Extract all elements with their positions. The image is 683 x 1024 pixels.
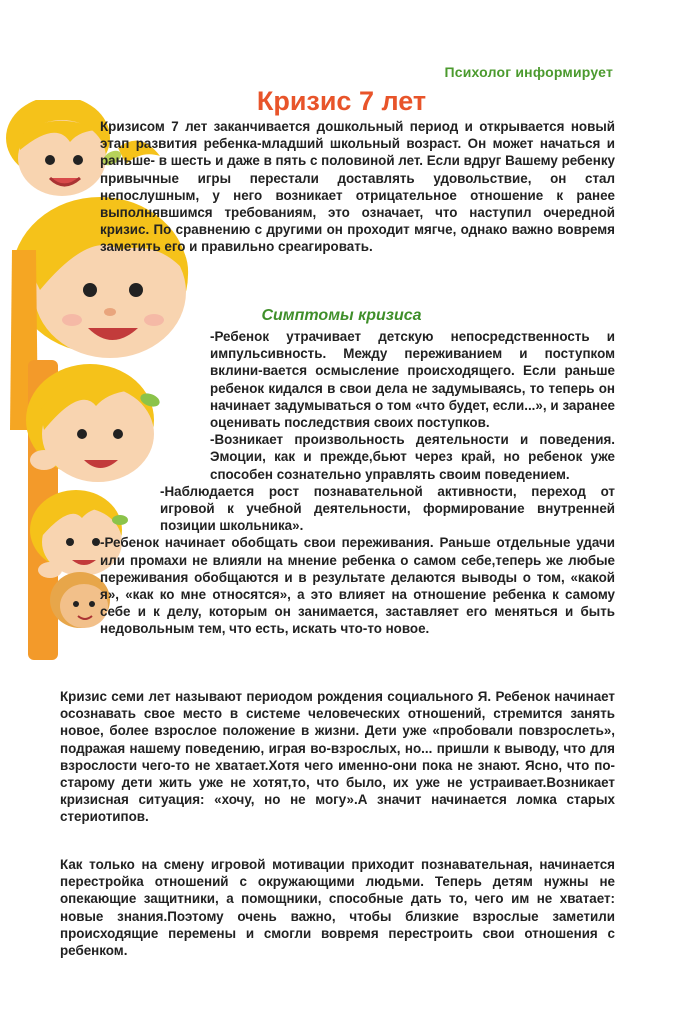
header-note: Психолог информирует <box>444 64 613 80</box>
symptom-item: -Ребенок начинает обобщать свои переживания. Раньше отдельные удачи или промахи не влияли на мнение ребенка о самом себе,теперь же любые переживания обобщаются и в результате делаются выводы о том, «какой я», «как ко мне относятся», а это влияет на отношение ребенка к самому себе и к делу, которым он занимается, заставляет его меняться и быть недовольным тем, что есть, искать что-то новое. <box>100 535 615 637</box>
social-self-paragraph <box>60 688 615 826</box>
intro-paragraph <box>60 118 615 256</box>
symptom-item: -Наблюдается рост познавательной активности, переход от игровой к учебной деятельности, формирование внутренней позиции школьника». <box>160 483 615 534</box>
intro-text: Кризисом 7 лет заканчивается дошкольный период и открывается новый этап развития ребенка-младший школьный возраст. Он может начаться и раньше- в шесть и даже в пять с половиной лет. Если вдруг Вашему ребенку привычные игры перестали доставлять удовольствие, он стал непослушным, у него возникает отрицательное отношение к ранее выполнявшимся требованиям, это означает, что наступил очередной кризис. По сравнению с другими он проходит мягче, однако важно вовремя заметить его и правильно среагировать. <box>100 119 615 255</box>
symptom-item: -Возникает произвольность деятельности и поведения. Эмоции, как и прежде,бьют через край, но ребенок уже способен сознательно управлять своим поведением. <box>210 432 615 482</box>
symptoms-heading: Симптомы кризиса <box>261 307 422 324</box>
symptom-item: -Ребенок утрачивает детскую непосредственность и импульсивность. Между переживанием и поступком вклини-вается осмысление происходящего. Если раньше ребенок кидался в свои дела не задумываясь, то теперь он начинает задумываться о том «что будет, если...», и заранее оценивать последствия своих поступков. <box>210 329 615 431</box>
paragraph-text: Кризис семи лет называют периодом рождения социального Я. Ребенок начинает осознавать свое место в системе человеческих отношений, стремится занять новое, более взрослое положение в жизни. Дети уже «пробовали повзрослеть», подражая нашему поведению, играя во-взрослых, но... пришли к выводу, что для взрослости чего-то не хватает.Хотя чего именно-они пока не знают. Ясно, что по-старому дети жить уже не хотят,то, что было, их уже не устраивает.Возникает кризисная ситуация: «хочу, но не могу».А значит начинается ломка старых стериотипов. <box>60 689 615 825</box>
motivation-paragraph <box>60 856 615 959</box>
page-title: Кризис 7 лет <box>256 86 427 116</box>
paragraph-text: Как только на смену игровой мотивации приходит познавательная, начинается перестройка отношений с окружающими людьми. Теперь детям нужны не опекающие защитники, а помощники, способные дать то, чего им не хватает: новые знания.Поэтому очень важно, чтобы близкие взрослые заметили происходящие перемены и смогли вовремя перестроить свои отношения с ребенком. <box>60 857 615 959</box>
symptoms-list <box>60 328 615 638</box>
